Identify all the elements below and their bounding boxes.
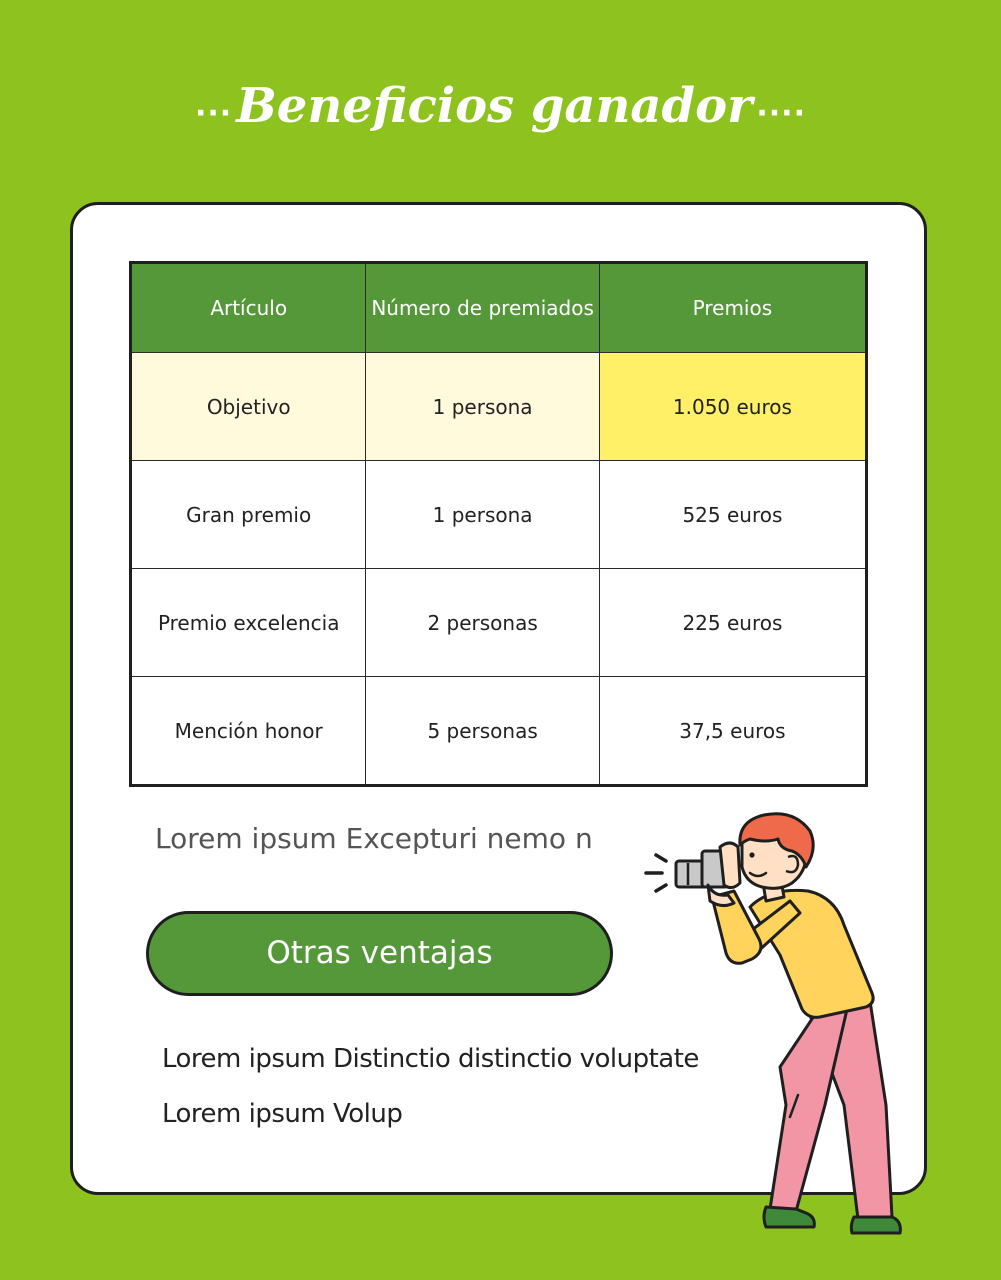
title-dots-left: ... <box>195 88 233 124</box>
title-text: Beneficios ganador <box>236 78 753 134</box>
prize-table <box>129 261 868 787</box>
cell-articulo: Premio excelencia <box>131 569 366 677</box>
cell-premio: 37,5 euros <box>599 677 866 786</box>
cell-articulo: Gran premio <box>131 461 366 569</box>
table-row <box>131 353 867 461</box>
otras-ventajas-button[interactable]: Otras ventajas <box>146 911 613 996</box>
cell-premio: 1.050 euros <box>599 353 866 461</box>
cell-articulo: Objetivo <box>131 353 366 461</box>
table-row <box>131 461 867 569</box>
cell-premio: 525 euros <box>599 461 866 569</box>
table-header-row <box>131 263 867 353</box>
title-dots-right: .... <box>756 88 806 124</box>
cell-premiados: 1 persona <box>366 461 599 569</box>
cell-premiados: 1 persona <box>366 353 599 461</box>
page-title <box>0 78 1001 134</box>
bullet-text: Lorem ipsum Distinctio distinctio voluptate <box>162 1044 699 1074</box>
lead-text: Lorem ipsum Excepturi nemo n <box>155 822 593 855</box>
cell-articulo: Mención honor <box>131 677 366 786</box>
photographer-icon <box>630 805 930 1245</box>
header-premios: Premios <box>599 263 866 353</box>
header-numero-premiados: Número de premiados <box>366 263 599 353</box>
bullet-text: Lorem ipsum Volup <box>162 1099 403 1129</box>
cell-premiados: 5 personas <box>366 677 599 786</box>
table-row <box>131 569 867 677</box>
cell-premio: 225 euros <box>599 569 866 677</box>
table-row <box>131 677 867 786</box>
header-articulo: Artículo <box>131 263 366 353</box>
cell-premiados: 2 personas <box>366 569 599 677</box>
